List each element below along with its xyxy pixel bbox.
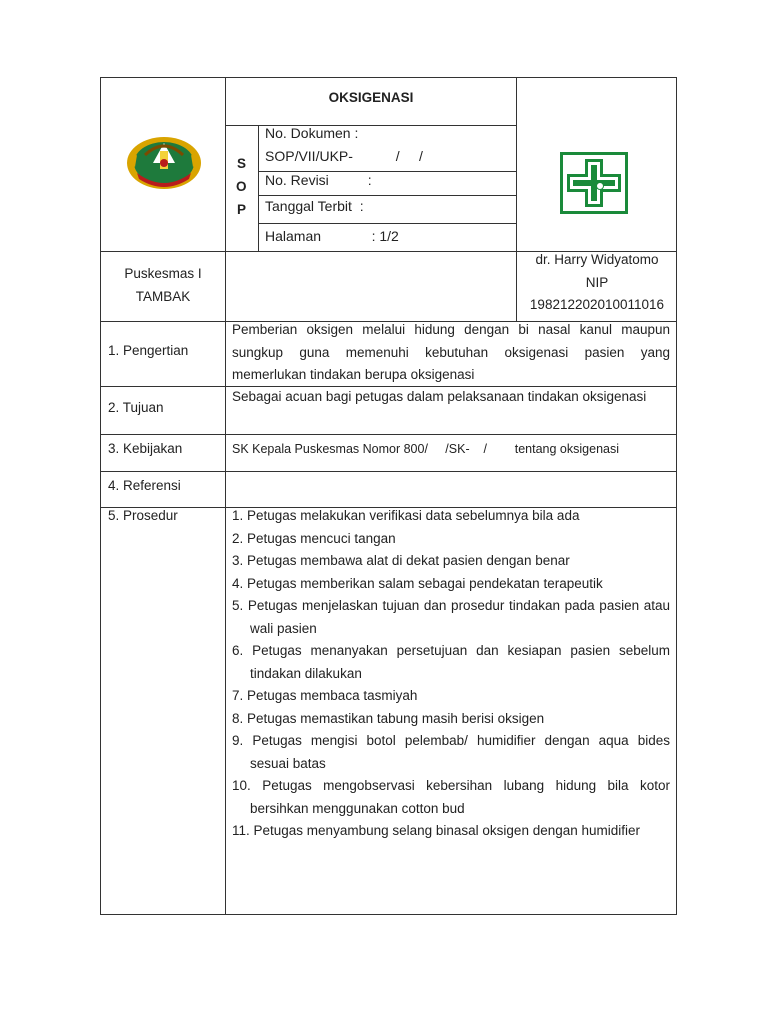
document-title: OKSIGENASI (328, 90, 414, 105)
no-revisi: No. Revisi : (265, 172, 372, 188)
prosedur-step: 8. Petugas memastikan tabung masih berisi oksigen (232, 710, 545, 726)
no-dokumen-value: SOP/VII/UKP- / / (265, 148, 423, 164)
prosedur-step: 10. Petugas mengobservasi kebersihan lubang hidung bila kotor bersihkan menggunakan cotton bud (232, 778, 670, 816)
institution-line1: Puskesmas I (124, 266, 202, 281)
no-dokumen-label: No. Dokumen : (265, 125, 359, 141)
regency-emblem-icon (123, 133, 205, 193)
sop-divider (258, 125, 259, 252)
prosedur-step: 1. Petugas melakukan verifikasi data sebelumnya bila ada (232, 508, 580, 523)
prosedur-step: 5. Petugas menjelaskan tujuan dan prosedur tindakan pada pasien atau wali pasien (232, 598, 670, 636)
meta-divider (258, 195, 516, 196)
prosedur-step: 2. Petugas mencuci tangan (232, 530, 396, 546)
nip-number: 198212202010011016 (529, 297, 665, 312)
row-divider (101, 471, 677, 472)
prosedur-step: 4. Petugas memberikan salam sebagai pendekatan terapeutik (232, 575, 603, 591)
col-divider (225, 78, 226, 915)
signatory-name: dr. Harry Widyatomo (535, 252, 659, 267)
puskesmas-logo-icon (560, 152, 628, 214)
sop-document (100, 77, 677, 915)
institution-line2: TAMBAK (135, 289, 191, 304)
prosedur-step: 6. Petugas menanyakan persetujuan dan kesiapan pasien sebelum tindakan dilakukan (232, 643, 670, 681)
signatory-block (517, 249, 677, 317)
nip-label: NIP (585, 274, 609, 290)
halaman: Halaman : 1/2 (265, 228, 399, 244)
meta-divider (258, 223, 516, 224)
prosedur-steps (232, 505, 670, 843)
kebijakan-text: SK Kepala Puskesmas Nomor 800/ /SK- / tentang oksigenasi (232, 442, 619, 456)
sop-letter-p: P (237, 202, 247, 217)
section-label-referensi: 4. Referensi (108, 478, 181, 493)
prosedur-step: 7. Petugas membaca tasmiyah (232, 688, 418, 703)
section-label-prosedur: 5. Prosedur (108, 508, 178, 523)
prosedur-step: 3. Petugas membawa alat di dekat pasien dengan benar (232, 553, 570, 568)
tujuan-text: Sebagai acuan bagi petugas dalam pelaksanaan tindakan oksigenasi (232, 389, 647, 404)
section-label-tujuan: 2. Tujuan (108, 400, 164, 415)
sop-letter-o: O (236, 179, 247, 194)
prosedur-step: 11. Petugas menyambung selang binasal oksigen dengan humidifier (232, 823, 641, 838)
sop-letter-s: S (237, 156, 247, 171)
row-divider (101, 434, 677, 435)
pengertian-text: Pemberian oksigen melalui hidung dengan bi nasal kanul maupun sungkup guna memenuhi kebutuhan oksigenasi pasien yang memerlukan tindakan berupa oksigenasi (232, 322, 670, 382)
section-label-kebijakan: 3. Kebijakan (108, 441, 183, 456)
section-label-pengertian: 1. Pengertian (108, 343, 189, 358)
tanggal-terbit: Tanggal Terbit : (265, 198, 364, 214)
prosedur-step: 9. Petugas mengisi botol pelembab/ humidifier dengan aqua bides sesuai batas (232, 733, 670, 771)
institution-name (101, 262, 225, 308)
